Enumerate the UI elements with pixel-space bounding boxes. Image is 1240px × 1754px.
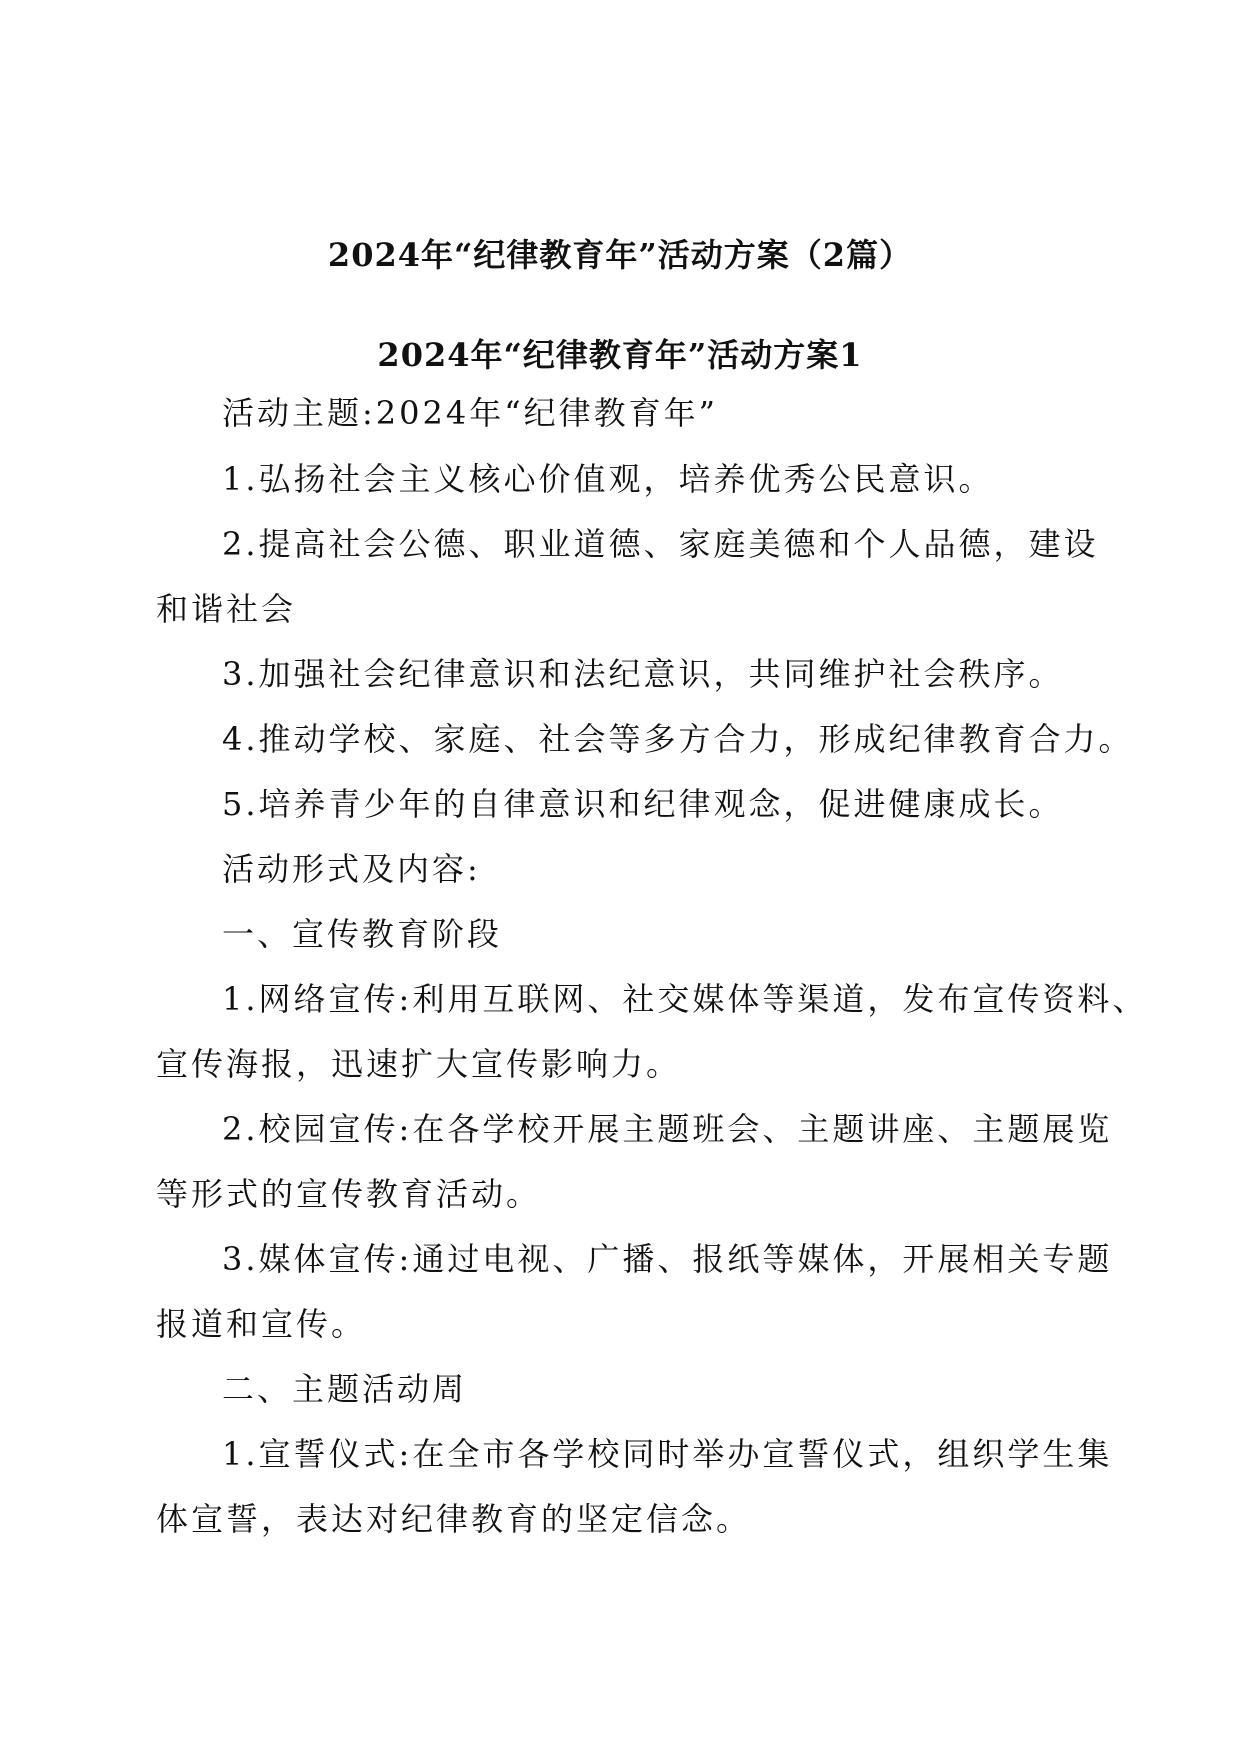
paragraph-item-5: 5.培养青少年的自律意识和纪律观念，促进健康成长。 xyxy=(222,785,1064,823)
paragraph-media-publicity: 3.媒体宣传:通过电视、广播、报纸等媒体，开展相关专题 xyxy=(222,1240,1113,1278)
paragraph-media-publicity-cont: 报道和宣传。 xyxy=(156,1305,367,1343)
paragraph-online-publicity-cont: 宣传海报，迅速扩大宣传影响力。 xyxy=(156,1045,682,1083)
paragraph-online-publicity: 1.网络宣传:利用互联网、社交媒体等渠道，发布宣传资料、 xyxy=(222,980,1148,1018)
paragraph-item-4: 4.推动学校、家庭、社会等多方合力，形成纪律教育合力。 xyxy=(222,720,1134,758)
paragraph-item-2-cont: 和谐社会 xyxy=(156,590,297,628)
paragraph-item-1: 1.弘扬社会主义核心价值观，培养优秀公民意识。 xyxy=(222,460,994,498)
heading-theme-week: 二、主题活动周 xyxy=(222,1370,468,1408)
paragraph-activity-form: 活动形式及内容: xyxy=(222,850,481,888)
paragraph-campus-publicity: 2.校园宣传:在各学校开展主题班会、主题讲座、主题展览 xyxy=(222,1110,1113,1148)
section-title: 2024年“纪律教育年”活动方案1 xyxy=(377,336,863,374)
paragraph-campus-publicity-cont: 等形式的宣传教育活动。 xyxy=(156,1175,542,1213)
paragraph-item-2: 2.提高社会公德、职业道德、家庭美德和个人品德，建设 xyxy=(222,525,1099,563)
paragraph-oath-ceremony: 1.宣誓仪式:在全市各学校同时举办宣誓仪式，组织学生集 xyxy=(222,1435,1113,1473)
paragraph-oath-ceremony-cont: 体宣誓，表达对纪律教育的坚定信念。 xyxy=(156,1500,752,1538)
paragraph-theme: 活动主题:2024年“纪律教育年” xyxy=(222,394,718,432)
document-title: 2024年“纪律教育年”活动方案（2篇） xyxy=(327,236,913,274)
paragraph-item-3: 3.加强社会纪律意识和法纪意识，共同维护社会秩序。 xyxy=(222,655,1064,693)
heading-stage-1: 一、宣传教育阶段 xyxy=(222,915,503,953)
